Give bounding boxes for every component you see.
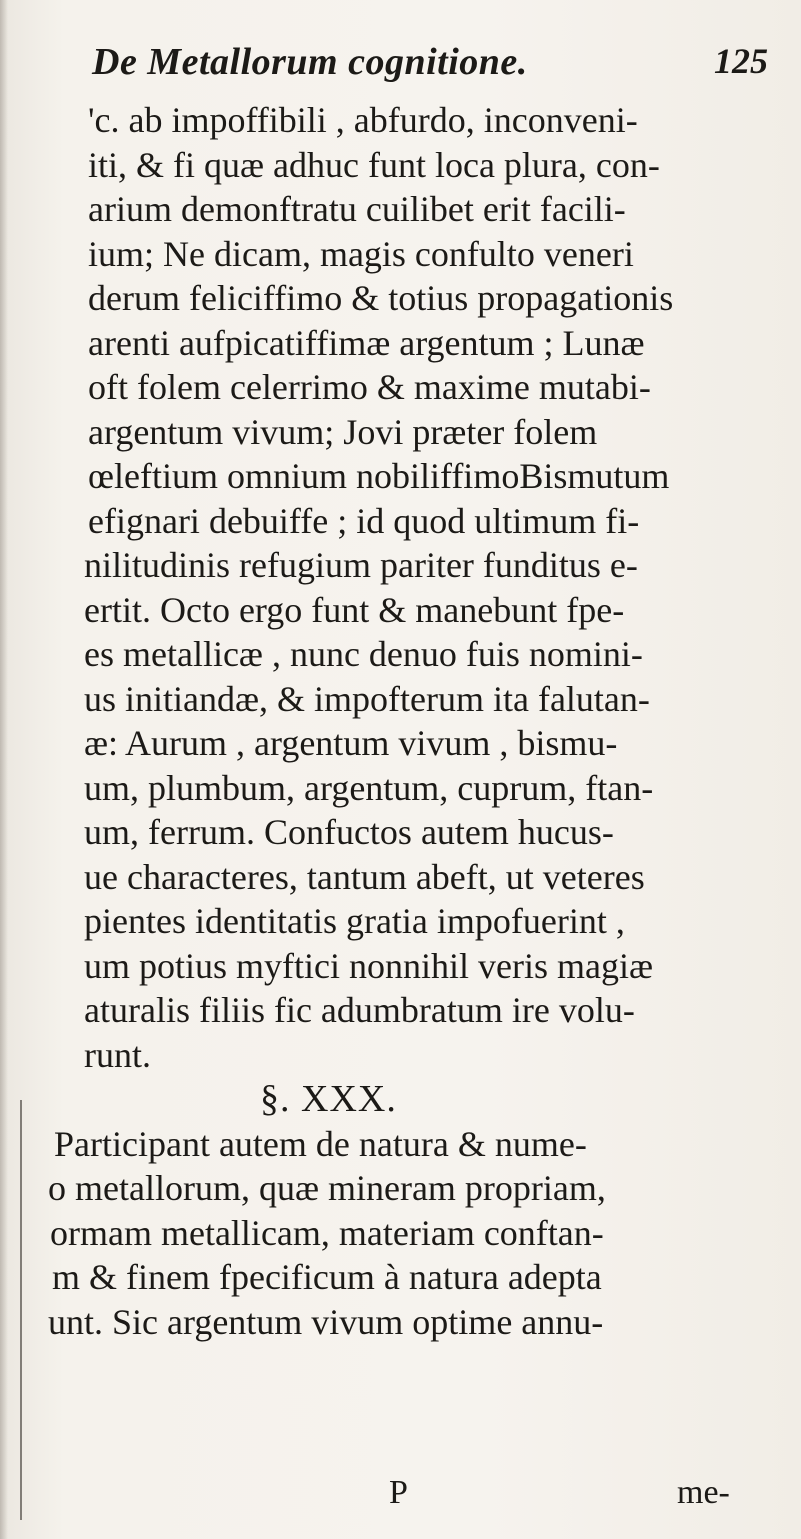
- text-line: es metallicæ , nunc denuo fuis nomini-: [84, 634, 643, 674]
- page-footer: [0, 1474, 801, 1518]
- text-line: nilitudinis refugium pariter funditus e-: [84, 545, 638, 585]
- text-line: pientes identitatis gratia impofuerint ,: [84, 901, 625, 941]
- text-line: efignari debuiffe ; id quod ultimum fi-: [88, 500, 640, 541]
- body-text: [0, 98, 801, 1344]
- running-title: De Metallorum cognitione.: [92, 41, 528, 83]
- signature-mark: P: [389, 1474, 408, 1511]
- text-line: ormam metallicam, materiam conftan-: [50, 1212, 604, 1253]
- text-line: arium demonftratu cuilibet erit facili-: [88, 189, 626, 229]
- text-line: iti, & fi quæ adhuc funt loca plura, con-: [88, 144, 660, 185]
- text-line: um potius myftici nonnihil veris magiæ: [84, 945, 653, 986]
- text-line: o metallorum, quæ mineram propriam,: [48, 1168, 606, 1208]
- text-line: um, plumbum, argentum, cuprum, ftan-: [84, 767, 654, 808]
- text-line: 'c. ab impoffibili , abfurdo, inconveni-: [88, 100, 638, 140]
- text-line: us initiandæ, & impofterum ita falutan-: [84, 678, 650, 719]
- text-line: ertit. Octo ergo funt & manebunt fpe-: [84, 589, 625, 630]
- text-line: ue characteres, tantum abeft, ut veteres: [84, 856, 645, 897]
- text-line: aturalis filiis fic adumbratum ire volu-: [84, 990, 635, 1030]
- text-line: arenti aufpicatiffimæ argentum ; Lunæ: [88, 322, 645, 363]
- text-line: unt. Sic argentum vivum optime annu-: [48, 1301, 604, 1342]
- text-line: argentum vivum; Jovi præter folem: [88, 411, 598, 452]
- text-line: runt.: [84, 1034, 151, 1075]
- text-line: Participant autem de natura & nume-: [54, 1123, 587, 1164]
- page-number: 125: [714, 41, 768, 81]
- text-line: m & finem fpecificum à natura adepta: [52, 1257, 602, 1297]
- text-line: æ: Aurum , argentum vivum , bismu-: [84, 723, 618, 763]
- text-line: derum feliciffimo & totius propagationis: [88, 278, 674, 318]
- text-line: um, ferrum. Confuctos autem hucus-: [84, 812, 614, 852]
- text-line: œleftium omnium nobiliffimoBismutum: [88, 456, 670, 496]
- text-line: ium; Ne dicam, magis confulto veneri: [88, 233, 634, 274]
- page-header: [92, 40, 782, 96]
- catchword: me-: [677, 1474, 730, 1511]
- section-heading: §. XXX.: [260, 1078, 397, 1120]
- text-line: oft folem celerrimo & maxime mutabi-: [88, 367, 651, 407]
